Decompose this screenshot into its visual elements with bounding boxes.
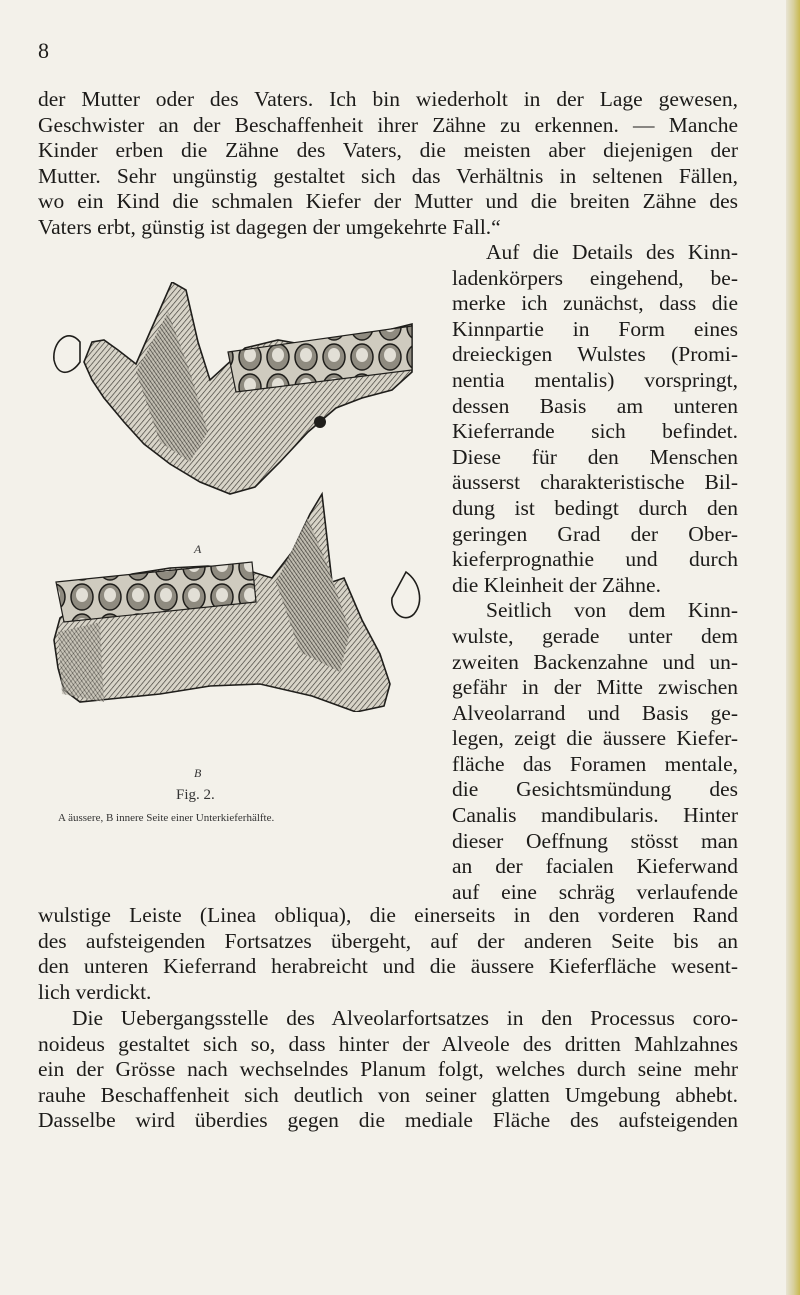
text-line: des aufsteigenden Fortsatzes übergeht, auf der anderen Seite bis an	[38, 928, 738, 953]
text-line: Alveolarrand und Basis ge-	[452, 700, 738, 725]
text-line: Kieferrande sich befindet.	[452, 419, 738, 444]
text-line: dieser Oeffnung stösst man	[452, 828, 738, 853]
mandible-illustration	[40, 282, 432, 712]
mandible-outer-view	[54, 282, 412, 494]
text-line: auf eine schräg verlaufende	[452, 879, 738, 904]
figure-label-b: B	[194, 766, 202, 780]
text-line: die Gesichtsmündung des	[452, 777, 738, 802]
text-line: Kinnpartie in Form eines	[452, 316, 738, 341]
text-line: die Kleinheit der Zähne.	[452, 572, 661, 597]
text-line: geringen Grad der Ober-	[452, 521, 738, 546]
text-line: Mutter. Sehr ungünstig gestaltet sich das Verhältnis in seltenen Fällen,	[38, 163, 738, 188]
text-line: fläche das Foramen mentale,	[452, 751, 738, 776]
text-line: Kinder erben die Zähne des Vaters, die meisten aber diejenigen der	[38, 138, 738, 163]
text-line: wo ein Kind die schmalen Kiefer der Mutter und die breiten Zähne des	[38, 189, 738, 214]
text-line: äusserst charakteristische Bil-	[452, 470, 738, 495]
text-line: gefähr in der Mitte zwischen	[452, 675, 738, 700]
page-number: 8	[38, 38, 49, 63]
figure-label-a: A	[194, 542, 202, 556]
text-line: der Mutter oder des Vaters. Ich bin wiederholt in der Lage gewesen,	[38, 87, 738, 111]
text-line: Diese für den Menschen	[452, 444, 738, 469]
final-paragraph	[38, 1006, 738, 1134]
figure-legend: A äussere, B innere Seite einer Unterkieferhälfte.	[58, 812, 275, 824]
text-line: wulstige Leiste (Linea obliqua), die einerseits in den vorderen Rand	[38, 903, 738, 927]
text-line: dreieckigen Wulstes (Promi-	[452, 342, 738, 367]
mandible-inner-view	[54, 494, 420, 712]
page-edge	[786, 0, 800, 1295]
text-line: Die Uebergangsstelle des Alveolarfortsatzes in den Processus coro-	[72, 1006, 738, 1030]
text-line: merke ich zunächst, dass die	[452, 291, 738, 316]
text-line: nentia mentalis) vorspringt,	[452, 367, 738, 392]
side-column	[452, 240, 738, 905]
continuation-paragraph	[38, 903, 738, 1005]
figure-mandible	[40, 282, 432, 712]
intro-paragraph	[38, 87, 738, 241]
text-line: kieferprognathie und durch	[452, 547, 738, 572]
text-line: rauhe Beschaffenheit sich deutlich von seiner glatten Umgebung abhebt.	[38, 1082, 738, 1107]
text-line: wulste, gerade unter dem	[452, 623, 738, 648]
text-line: Seitlich von dem Kinn-	[486, 598, 738, 623]
text-line: Canalis mandibularis. Hinter	[452, 803, 738, 828]
text-line: den unteren Kieferrand herabreicht und die äussere Kieferfläche wesent-	[38, 954, 738, 979]
text-line: an der facialen Kieferwand	[452, 854, 738, 879]
text-line: Vaters erbt, günstig ist dagegen der umgekehrte Fall.“	[38, 214, 501, 239]
text-line: legen, zeigt die äussere Kiefer-	[452, 726, 738, 751]
text-line: ladenkörpers eingehend, be-	[452, 265, 738, 290]
text-line: Geschwister an der Beschaffenheit ihrer Zähne zu erkennen. — Manche	[38, 112, 738, 137]
text-line: noideus gestaltet sich so, dass hinter der Alveole des dritten Mahlzahnes	[38, 1031, 738, 1056]
text-line: lich verdickt.	[38, 979, 152, 1004]
text-line: ein der Grösse nach wechselndes Planum folgt, welches durch seine mehr	[38, 1057, 738, 1082]
text-line: Auf die Details des Kinn-	[486, 240, 738, 264]
text-line: zweiten Backenzahne und un-	[452, 649, 738, 674]
figure-number: Fig. 2.	[176, 787, 215, 803]
text-line: Dasselbe wird überdies gegen die mediale Fläche des aufsteigenden	[38, 1108, 738, 1133]
text-line: dung ist bedingt durch den	[452, 495, 738, 520]
text-line: dessen Basis am unteren	[452, 393, 738, 418]
